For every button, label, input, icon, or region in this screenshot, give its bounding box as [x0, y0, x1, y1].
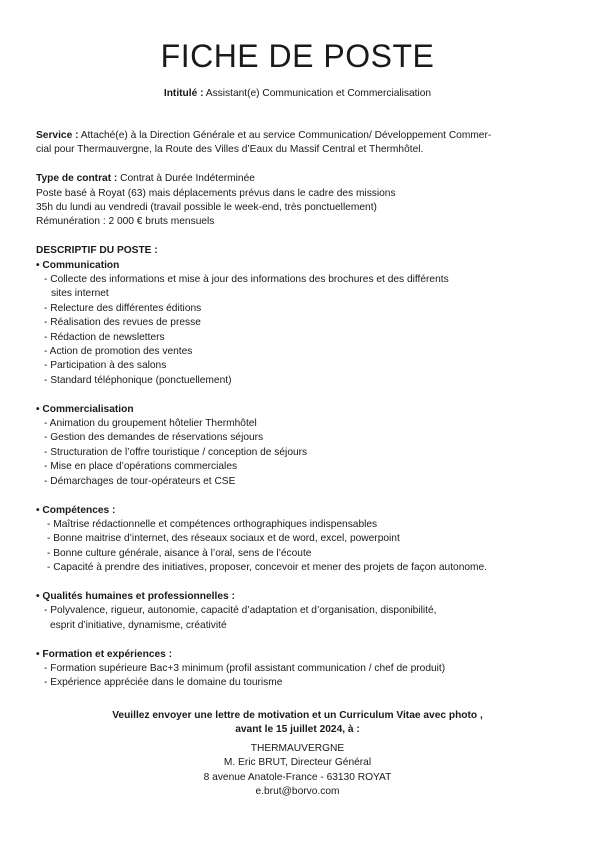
recipient-company: THERMAUVERGNE: [250, 742, 345, 754]
list-item: - Animation du groupement hôtelier Thermhôtel: [44, 418, 257, 430]
list-item: - Expérience appréciée dans le domaine du tourisme: [44, 677, 283, 689]
communication-heading: • Communication: [36, 259, 120, 271]
commercialisation-section: [36, 403, 566, 489]
formation-section: [36, 648, 566, 691]
job-title-label: Intitulé :: [163, 88, 204, 99]
list-item: - Relecture des différentes éditions: [44, 302, 202, 314]
contract-section: [36, 172, 566, 230]
qualites-section: [36, 590, 566, 633]
list-item: - Structuration de l’offre touristique / conception de séjours: [44, 446, 308, 458]
competences-heading: • Compétences :: [36, 504, 116, 516]
application-deadline: avant le 15 juillet 2024, à :: [235, 724, 360, 736]
list-item: - Gestion des demandes de réservations séjours: [44, 432, 264, 444]
list-item: - Bonne culture générale, aisance à l’oral, sens de l’écoute: [47, 547, 312, 559]
list-item: - Bonne maitrise d’internet, des réseaux sociaux et de word, excel, powerpoint: [47, 533, 400, 545]
list-item: - Capacité à prendre des initiatives, proposer, concevoir et mener des projets de façon autonome.: [47, 562, 488, 574]
service-text: Attaché(e) à la Direction Générale et au service Communication/ Développement Commer-: [78, 130, 492, 141]
recipient-contact: M. Eric BRUT, Directeur Général: [223, 757, 372, 769]
recipient-address: 8 avenue Anatole-France - 63130 ROYAT: [203, 771, 392, 783]
list-item: - Maîtrise rédactionnelle et compétences orthographiques indispensables: [47, 518, 378, 530]
contract-line-1: [36, 172, 566, 186]
list-item: - Mise en place d’opérations commerciales: [44, 461, 238, 473]
descriptif-heading: DESCRIPTIF DU POSTE :: [36, 245, 158, 257]
list-item: - Rédaction de newsletters: [44, 331, 165, 343]
contract-location: Poste basé à Royat (63) mais déplacements prévus dans le cadre des missions: [36, 187, 396, 199]
service-line-1: [36, 129, 566, 143]
contract-type: Contrat à Durée Indéterminée: [117, 173, 255, 185]
job-description-body: [36, 129, 566, 691]
application-line-1: Veuillez envoyer une lettre de motivation et un Curriculum Vitae avec photo ,: [112, 710, 483, 721]
service-section: [36, 129, 566, 158]
list-item: - Action de promotion des ventes: [44, 346, 193, 358]
service-line-2: cial pour Thermauvergne, la Route des Villes d’Eaux du Massif Central et Thermhôtel.: [36, 144, 424, 156]
list-item-continuation: esprit d’initiative, dynamisme, créativité: [50, 619, 227, 631]
recipient-email[interactable]: e.brut@borvo.com: [255, 786, 340, 798]
list-item: - Participation à des salons: [44, 360, 167, 372]
qualites-heading: • Qualités humaines et professionnelles :: [36, 590, 235, 602]
service-label: Service :: [36, 130, 79, 141]
competences-section: [36, 504, 566, 576]
contract-salary: Rémunération : 2 000 € bruts mensuels: [36, 216, 215, 228]
list-item: - Collecte des informations et mise à jour des informations des brochures et des différents: [44, 274, 449, 286]
commercialisation-heading: • Commercialisation: [36, 403, 134, 415]
page-title: FICHE DE POSTE: [160, 38, 435, 74]
list-item: - Démarchages de tour-opérateurs et CSE: [44, 475, 236, 487]
list-item: - Polyvalence, rigueur, autonomie, capacité d’adaptation et d’organisation, disponibilité,: [44, 605, 437, 617]
formation-heading: • Formation et expériences :: [36, 648, 173, 660]
list-item-continuation: sites internet: [51, 288, 109, 300]
communication-section: [36, 259, 566, 389]
job-title-line: [0, 87, 595, 100]
list-item: - Formation supérieure Bac+3 minimum (profil assistant communication / chef de produit): [44, 662, 446, 674]
application-instructions: [0, 709, 595, 799]
list-item: - Standard téléphonique (ponctuellement): [44, 374, 232, 386]
contract-label: Type de contrat :: [36, 173, 118, 185]
list-item: - Réalisation des revues de presse: [44, 317, 201, 329]
contract-hours: 35h du lundi au vendredi (travail possible le week-end, très ponctuellement): [36, 202, 377, 214]
job-title-value: Assistant(e) Communication et Commercialisation: [203, 88, 432, 99]
